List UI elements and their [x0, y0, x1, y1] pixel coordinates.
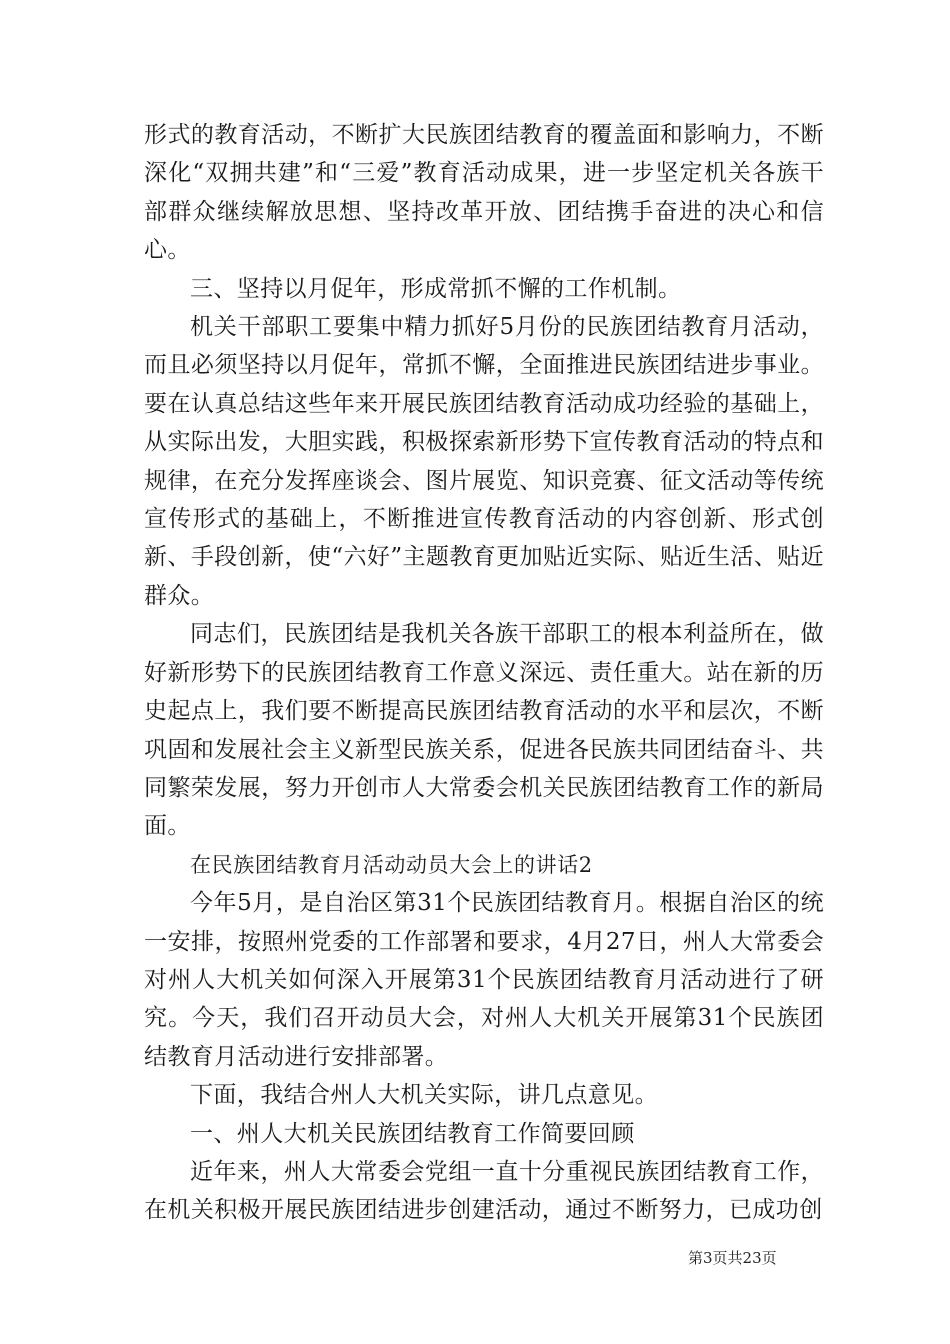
page-number-footer: 第3页共23页: [688, 1249, 777, 1267]
document-body: [144, 116, 824, 1230]
speech-title: 在民族团结教育月活动动员大会上的讲话2: [190, 852, 593, 877]
section-heading: 一、州人大机关民族团结教育工作简要回顾: [190, 1120, 635, 1147]
paragraph: 机关干部职工要集中精力抓好5月份的民族团结教育月活动，而且必须坚持以月促年，常抓不懈，全面推进民族团结进步事业。要在认真总结这些年来开展民族团结教育活动成功经验的基础上，从实际出发，大胆实践，积极探索新形势下宣传教育活动的特点和规律，在充分发挥座谈会、图片展览、知识竞赛、征文活动等传统宣传形式的基础上，不断推进宣传教育活动的内容创新、形式创新、手段创新，使“六好”主题教育更加贴近实际、贴近生活、贴近群众。: [144, 314, 824, 609]
paragraph: 近年来，州人大常委会党组一直十分重视民族团结教育工作，在机关积极开展民族团结进步创建活动，通过不断努力，已成功创: [144, 1158, 824, 1224]
paragraph: 同志们，民族团结是我机关各族干部职工的根本利益所在，做好新形势下的民族团结教育工作意义深远、责任重大。站在新的历史起点上，我们要不断提高民族团结教育活动的水平和层次，不断巩固和发展社会主义新型民族关系，促进各民族共同团结奋斗、共同繁荣发展，努力开创市人大常委会机关民族团结教育工作的新局面。: [144, 621, 824, 840]
paragraph: 形式的教育活动，不断扩大民族团结教育的覆盖面和影响力，不断深化“双拥共建”和“三爱”教育活动成果，进一步坚定机关各族干部群众继续解放思想、坚持改革开放、团结携手奋进的决心和信心。: [144, 122, 824, 264]
section-heading: 三、坚持以月促年，形成常抓不懈的工作机制。: [190, 275, 682, 302]
paragraph: 下面，我结合州人大机关实际，讲几点意见。: [190, 1082, 658, 1109]
paragraph: 今年5月，是自治区第31个民族团结教育月。根据自治区的统一安排，按照州党委的工作部署和要求，4月27日，州人大常委会对州人大机关如何深入开展第31个民族团结教育月活动进行了研究。今天，我们召开动员大会，对州人大机关开展第31个民族团结教育月活动进行安排部署。: [144, 890, 824, 1070]
